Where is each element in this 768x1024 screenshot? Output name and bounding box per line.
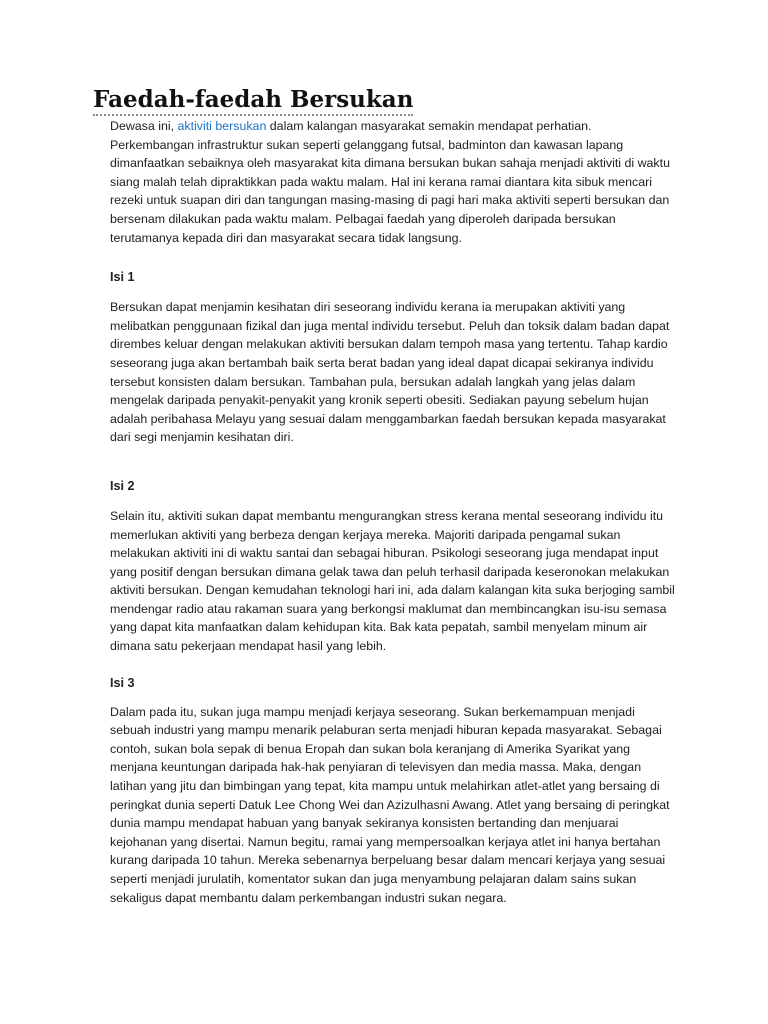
paragraph-line: menjana keuntungan daripada hak-hak penyiaran di televisyen dan media massa. Maka, dengan	[110, 760, 642, 775]
intro-line: bersenam dilakukan pada waktu malam. Pelbagai faedah yang diperoleh daripada bersukan	[110, 211, 616, 226]
paragraph-line: melakukan aktiviti ini di waktu santai dan sebagai hiburan. Psikologi seseorang juga mendapat input	[110, 546, 659, 561]
intro-paragraph	[110, 117, 690, 247]
paragraph-line: Bersukan dapat menjamin kesihatan diri seseorang individu kerana ia merupakan aktiviti yang	[110, 300, 626, 315]
paragraph-line: kurang daripada 10 tahun. Mereka sebenarnya berpeluang besar dalam mencari kerjaya yang sesuai	[110, 853, 666, 868]
paragraph-line: dari segi menjamin kesihatan diri.	[110, 430, 294, 445]
paragraph-line: memerlukan aktiviti yang berbeza dengan kerjaya mereka. Majoriti daripada pengamal sukan	[110, 527, 621, 542]
paragraph-line: dunia mampu mendapat habuan yang banyak sekiranya konsisten bertanding dan menjuarai	[110, 816, 619, 831]
paragraph-line: peringkat dunia seperti Datuk Lee Chong Wei dan Azizulhasni Awang. Atlet yang bersaing di peringkat	[110, 797, 670, 812]
intro-line: siang malah telah dipraktikkan pada waktu malam. Hal ini kerana ramai diantara kita sibuk mencari	[110, 174, 653, 189]
paragraph-line: mengelak daripada penyakit-penyakit yang kronik seperti obesiti. Sediakan payung sebelum hujan	[110, 393, 649, 408]
paragraph-line: contoh, sukan bola sepak di benua Eropah dan sukan bola keranjang di Amerika Syarikat yang	[110, 741, 631, 756]
section-paragraph-isi-1	[110, 298, 690, 447]
paragraph-line: tersebut konsisten dalam bersukan. Tambahan pula, bersukan adalah langkah yang jelas dalam	[110, 374, 636, 389]
paragraph-line: Selain itu, aktiviti sukan dapat membantu mengurangkan stress kerana mental seseorang individu itu	[110, 508, 664, 523]
section-paragraph-isi-3	[110, 703, 690, 908]
paragraph-line: Dalam pada itu, sukan juga mampu menjadi kerjaya seseorang. Sukan berkemampuan menjadi	[110, 704, 635, 719]
section-heading-isi-3: Isi 3	[110, 675, 135, 690]
paragraph-line: melibatkan penggunaan fizikal dan juga mental individu tersebut. Peluh dan toksik dalam badan dapat	[110, 318, 670, 333]
paragraph-line: seseorang juga akan bertambah baik serta berat badan yang ideal dapat dicapai sekiranya individu	[110, 355, 654, 370]
paragraph-line: yang dapat kita manfaatkan dalam kehidupan kita. Bak kata pepatah, sambil menyelam minum air	[110, 620, 648, 635]
paragraph-line: sebuah industri yang mampu menarik pelaburan serta menjadi hiburan kepada masyarakat. Sebagai	[110, 723, 662, 738]
page-title: Faedah-faedah Bersukan	[93, 86, 413, 116]
paragraph-line: yang positif dengan bersukan dimana gelak tawa dan peluh terhasil daripada keseronokan melakukan	[110, 564, 670, 579]
intro-line: terutamanya kepada diri dan masyarakat secara tidak langsung.	[110, 230, 462, 245]
document-body	[110, 117, 690, 907]
intro-line	[110, 117, 690, 136]
paragraph-line: sekaligus dapat membantu dalam perkembangan industri sukan negara.	[110, 890, 507, 905]
paragraph-line: dirembes keluar dengan melakukan aktiviti bersukan dalam tempoh masa yang tertentu. Tahap kardio	[110, 337, 668, 352]
paragraph-line: dimana satu pekerjaan mendapat hasil yang lebih.	[110, 639, 387, 654]
intro-line: rezeki untuk suapan diri dan tangungan masing-masing di pagi hari maka aktiviti seperti bersukan dan	[110, 193, 670, 208]
intro-line: Perkembangan infrastruktur sukan seperti gelanggang futsal, badminton dan kawasan lapang	[110, 137, 624, 152]
section-heading-isi-1: Isi 1	[110, 270, 135, 285]
section-paragraph-isi-2	[110, 507, 690, 656]
intro-line-prefix: Dewasa ini,	[110, 119, 178, 133]
paragraph-line: adalah peribahasa Melayu yang sesuai dalam menggambarkan faedah bersukan kepada masyarakat	[110, 411, 666, 426]
aktiviti-bersukan-link[interactable]: aktiviti bersukan	[177, 119, 267, 133]
paragraph-line: aktiviti bersukan. Dengan kemudahan teknologi hari ini, ada dalam kalangan kita suka berjoging sambil	[110, 583, 675, 598]
intro-line: dimanfaatkan sebaiknya oleh masyarakat kita dimana bersukan bukan sahaja menjadi aktiviti di waktu	[110, 156, 670, 171]
intro-line-suffix: dalam kalangan masyarakat semakin mendapat perhatian.	[266, 119, 592, 133]
paragraph-line: mendengar radio atau rakaman suara yang berkongsi maklumat dan membincangkan isu-isu semasa	[110, 601, 667, 616]
section-heading-isi-2: Isi 2	[110, 478, 135, 493]
paragraph-line: latihan yang jitu dan bimbingan yang tepat, kita mampu untuk melahirkan atlet-atlet yang bersaing di	[110, 779, 660, 794]
paragraph-line: kejohanan yang disertai. Namun begitu, ramai yang mempersoalkan kerjaya atlet ini hanya bertahan	[110, 834, 661, 849]
paragraph-line: seperti menjadi jurulatih, komentator sukan dan juga menyambung pelajaran dalam sains sukan	[110, 872, 637, 886]
